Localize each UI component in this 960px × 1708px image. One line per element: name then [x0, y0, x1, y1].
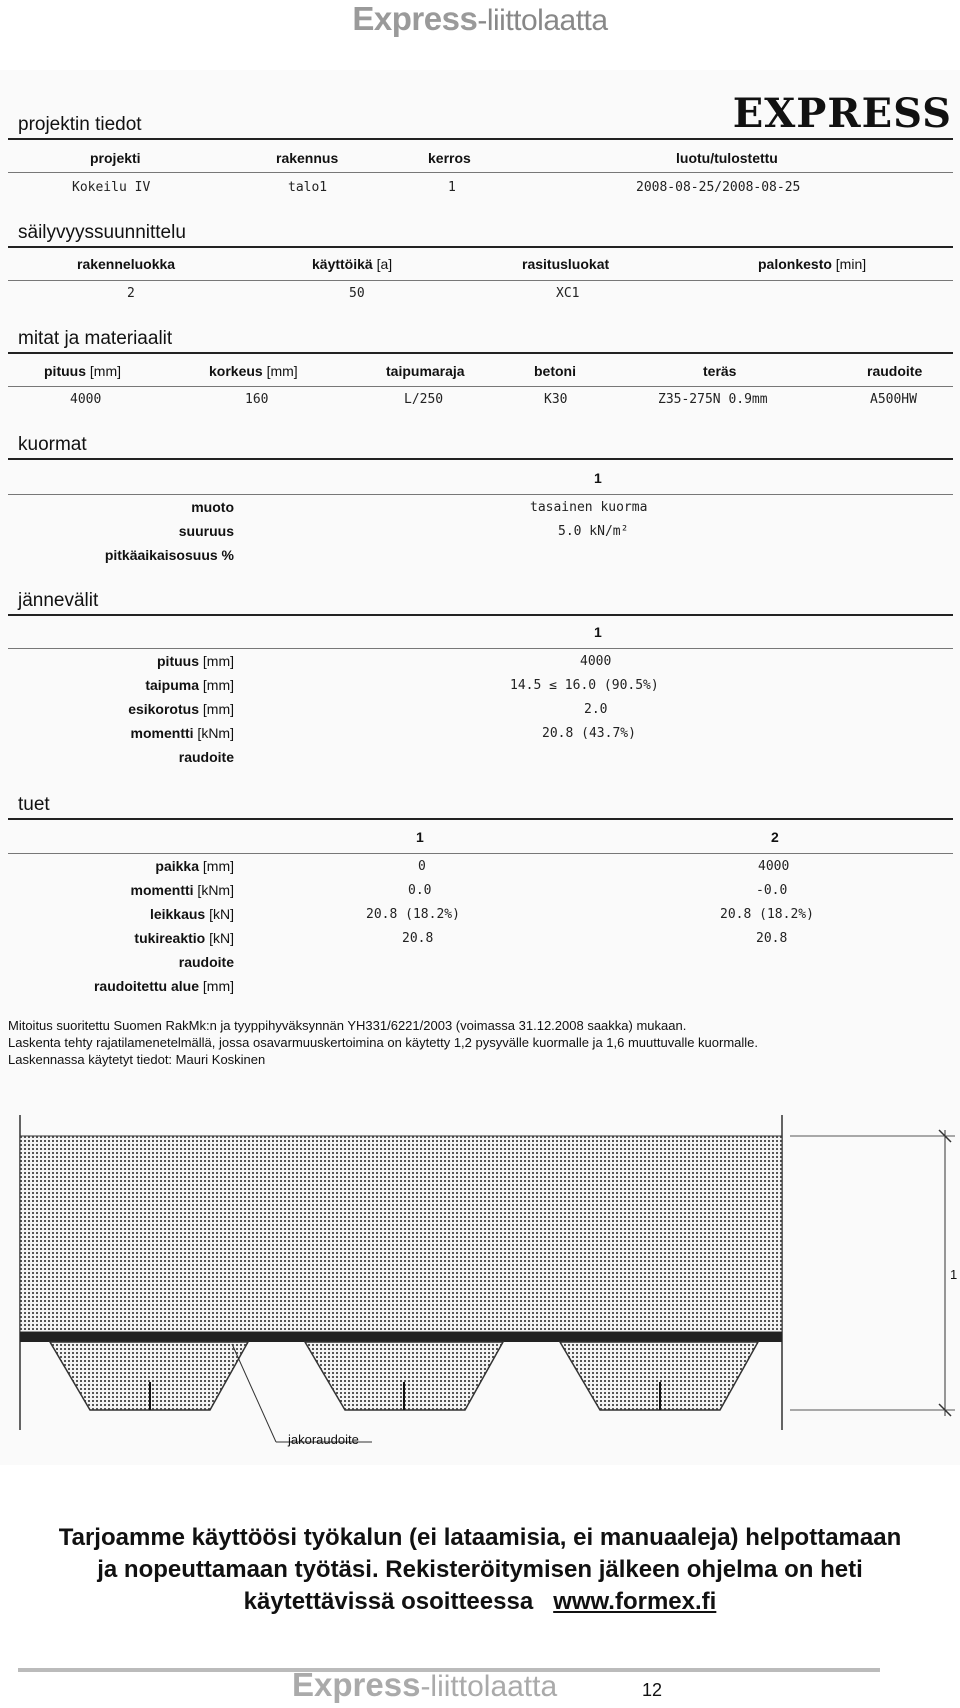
- row-unit: [mm]: [199, 677, 234, 693]
- footer-brand-rest: -liittolaatta: [420, 1670, 558, 1703]
- value-span-pituus: 4000: [580, 654, 612, 669]
- note-2: Laskenta tehty rajatilamenetelmällä, jossa osavarmuuskertoimina on käytetty 1,2 pysyvälle kuormalle ja 1,6 muuttuvalle kuormalle.: [8, 1035, 759, 1050]
- header-name: raudoite: [867, 363, 923, 379]
- value-paikka-1: 0: [418, 859, 426, 874]
- label-tukireaktio: [4, 930, 234, 946]
- value-span-momentti: 20.8 (43.7%): [542, 726, 636, 741]
- row-unit: [kN]: [205, 906, 234, 922]
- header-rule: [8, 386, 953, 387]
- label-esikorotus: [4, 701, 234, 717]
- section-title-supports: tuet: [18, 794, 50, 815]
- promo-line-1: Tarjoamme käyttöösi työkalun (ei lataamisia, ei manuaaleja) helpottamaan: [58, 1524, 902, 1551]
- row-unit: [kNm]: [193, 725, 234, 741]
- footer-brand: [292, 1666, 557, 1704]
- formex-link[interactable]: www.formex.fi: [553, 1588, 717, 1615]
- header-palonkesto: [758, 256, 866, 272]
- value-rasitusluokat: XC1: [556, 286, 580, 301]
- row-label: pituus: [157, 653, 199, 669]
- header-unit: [mm]: [86, 363, 121, 379]
- row-unit: [mm]: [199, 653, 234, 669]
- note-3: Laskennassa käytetyt tiedot: Mauri Koskinen: [8, 1052, 266, 1067]
- callout-jakoraudoite: jakoraudoite: [288, 1432, 359, 1447]
- header-name: korkeus: [209, 363, 263, 379]
- label-momentti: [4, 725, 234, 741]
- promo-text: [0, 1522, 960, 1618]
- column-rule: [8, 648, 953, 649]
- value-suuruus: 5.0 kN/m²: [558, 524, 629, 539]
- row-label: raudoite: [178, 954, 234, 970]
- value-momentti-1: 0.0: [408, 883, 432, 898]
- row-label: momentti: [130, 725, 194, 741]
- value-paikka-2: 4000: [758, 859, 790, 874]
- header-name: pituus: [44, 363, 86, 379]
- header-taipumaraja: [386, 363, 465, 379]
- value-tukireaktio-1: 20.8: [402, 931, 434, 946]
- header-rule: [8, 172, 953, 173]
- column-rule: [8, 853, 953, 854]
- header-rakennus: rakennus: [276, 150, 339, 166]
- row-unit: [mm]: [199, 701, 234, 717]
- row-unit: [kNm]: [193, 882, 234, 898]
- note-1: Mitoitus suoritettu Suomen RakMk:n ja tyyppihyväksynnän YH331/6221/2003 (voimassa 31.12.2008 saakka) mukaan.: [8, 1018, 687, 1033]
- row-label: tukireaktio: [134, 930, 206, 946]
- promo-line-3-text: käytettävissä osoitteessa: [243, 1588, 534, 1615]
- row-unit: [mm]: [199, 858, 234, 874]
- header-raudoite: [867, 363, 922, 379]
- section-title-spans: jännevälit: [18, 590, 99, 611]
- slab-cross-section-drawing: [0, 1100, 960, 1460]
- value-projekti: Kokeilu IV: [72, 180, 151, 195]
- loads-column-1: 1: [594, 470, 602, 486]
- row-label: muoto: [191, 499, 234, 515]
- label-pituus: [4, 653, 234, 669]
- express-logo: EXPRESS: [732, 90, 952, 137]
- row-label: momentti: [130, 882, 194, 898]
- row-label: suuruus: [178, 523, 234, 539]
- value-korkeus: 160: [245, 392, 269, 407]
- section-title-dimensions: mitat ja materiaalit: [18, 328, 173, 349]
- header-kayttoika: [312, 256, 392, 272]
- label-leikkaus: [4, 906, 234, 922]
- row-unit: [mm]: [199, 978, 234, 994]
- row-label: pitkäaikaisosuus %: [104, 547, 234, 563]
- header-unit: [min]: [831, 256, 867, 272]
- header-name: käyttöikä: [312, 256, 373, 272]
- label-muoto: [4, 499, 234, 515]
- value-luotu: 2008-08-25/2008-08-25: [636, 180, 801, 195]
- value-rakennus: talo1: [288, 180, 328, 195]
- value-kayttoika: 50: [349, 286, 365, 301]
- row-label: raudoite: [178, 749, 234, 765]
- header-kerros: kerros: [428, 150, 471, 166]
- header-pituus: [44, 363, 121, 379]
- label-raudoite: [4, 749, 234, 765]
- row-label: leikkaus: [149, 906, 206, 922]
- section-rule: [8, 138, 953, 140]
- header-name: palonkesto: [758, 256, 832, 272]
- section-rule: [8, 246, 953, 248]
- header-name: teräs: [703, 363, 737, 379]
- row-label: taipuma: [145, 677, 199, 693]
- header-betoni: [534, 363, 576, 379]
- label-pitkaaikaisosuus: [4, 547, 234, 563]
- label-tuki-raudoite: [4, 954, 234, 970]
- row-label: raudoitettu alue: [93, 978, 199, 994]
- column-rule: [8, 494, 953, 495]
- value-taipuma: 14.5 ≤ 16.0 (90.5%): [510, 678, 659, 693]
- value-rakenneluokka: 2: [127, 286, 135, 301]
- header-rule: [8, 280, 953, 281]
- section-rule: [8, 458, 953, 460]
- header-luotu: luotu/tulostettu: [676, 150, 778, 166]
- value-pituus: 4000: [70, 392, 102, 407]
- label-raudoitettu-alue: [4, 978, 234, 994]
- spans-column-1: 1: [594, 624, 602, 640]
- header-name: rasitusluokat: [522, 256, 610, 272]
- row-label: esikorotus: [128, 701, 199, 717]
- header-rasitusluokat: [522, 256, 609, 272]
- value-taipumaraja: L/250: [404, 392, 444, 407]
- label-taipuma: [4, 677, 234, 693]
- value-leikkaus-1: 20.8 (18.2%): [366, 907, 460, 922]
- header-brand: [0, 0, 960, 38]
- value-leikkaus-2: 20.8 (18.2%): [720, 907, 814, 922]
- page-number: 12: [642, 1680, 663, 1700]
- promo-line-3: [0, 1586, 960, 1618]
- label-paikka: [4, 858, 234, 874]
- header-projekti: projekti: [90, 150, 141, 166]
- value-betoni: K30: [544, 392, 568, 407]
- header-unit: [mm]: [262, 363, 298, 379]
- value-raudoite: A500HW: [870, 392, 917, 407]
- supports-column-2: 2: [771, 829, 779, 845]
- row-unit: [kN]: [205, 930, 234, 946]
- header-brand-rest: -liittolaatta: [477, 4, 608, 37]
- header-unit: [a]: [372, 256, 393, 272]
- section-rule: [8, 614, 953, 616]
- footer-brand-bold: Express: [292, 1666, 421, 1703]
- header-rakenneluokka: [77, 256, 175, 272]
- value-momentti-2: -0.0: [756, 883, 788, 898]
- section-title-project: projektin tiedot: [18, 114, 142, 135]
- value-kerros: 1: [448, 180, 456, 195]
- value-tukireaktio-2: 20.8: [756, 931, 788, 946]
- value-teras: Z35-275N 0.9mm: [658, 392, 768, 407]
- label-suuruus: [4, 523, 234, 539]
- promo-line-2: ja nopeuttamaan työtäsi. Rekisteröitymisen jälkeen ohjelma on heti: [97, 1556, 863, 1583]
- row-label: paikka: [155, 858, 199, 874]
- section-rule: [8, 352, 953, 354]
- label-tuki-momentti: [4, 882, 234, 898]
- section-title-loads: kuormat: [18, 434, 87, 455]
- header-name: betoni: [534, 363, 576, 379]
- value-muoto: tasainen kuorma: [530, 500, 648, 515]
- header-teras: [703, 363, 736, 379]
- supports-column-1: 1: [416, 829, 424, 845]
- header-korkeus: [209, 363, 298, 379]
- header-name: rakenneluokka: [77, 256, 176, 272]
- header-brand-bold: Express: [352, 0, 478, 37]
- value-esikorotus: 2.0: [584, 702, 608, 717]
- dimension-label: 1: [950, 1267, 958, 1282]
- section-title-durability: säilyvyyssuunnittelu: [18, 222, 186, 243]
- header-name: taipumaraja: [386, 363, 465, 379]
- section-rule: [8, 818, 953, 820]
